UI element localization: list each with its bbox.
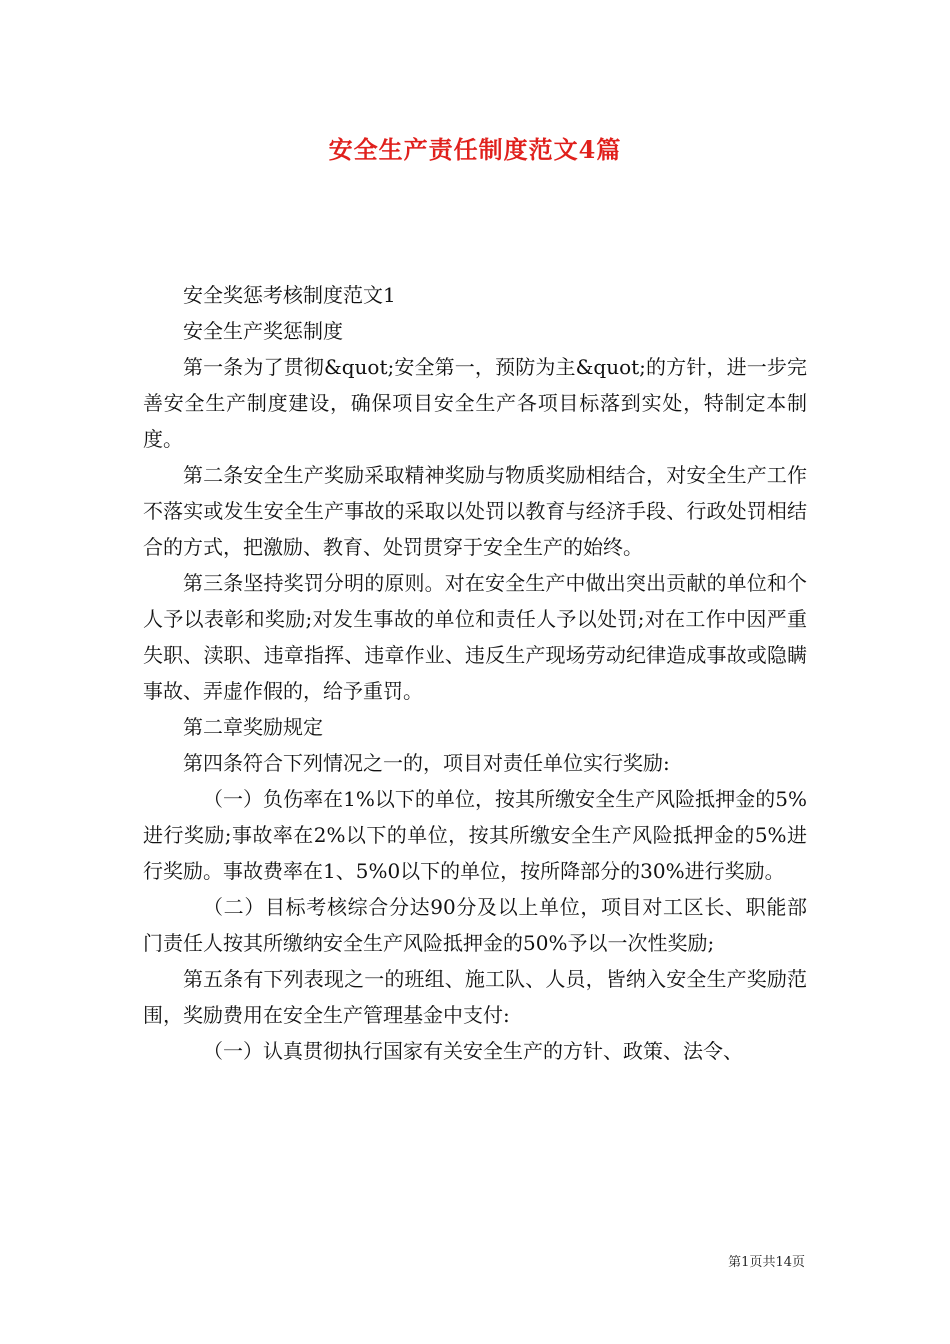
document-title: 安全生产责任制度范文4篇 <box>328 135 622 164</box>
paragraph-item-4-2: （二）目标考核综合分达90分及以上单位，项目对工区长、职能部门责任人按其所缴纳安全生产风险抵押金的50%予以一次性奖励; <box>143 895 807 955</box>
paragraph-item-5-1: （一）认真贯彻执行国家有关安全生产的方针、政策、法令、 <box>203 1039 743 1063</box>
paragraph-item-4-1: （一）负伤率在1%以下的单位，按其所缴安全生产风险抵押金的5%进行奖励;事故率在2%以下的单位，按其所缴安全生产风险抵押金的5%进行奖励。事故费率在1、5%0以下的单位，按所降部分的30%进行奖励。 <box>143 787 807 883</box>
paragraph-article-4: 第四条符合下列情况之一的，项目对责任单位实行奖励: <box>183 751 670 775</box>
paragraph-article-3: 第三条坚持奖罚分明的原则。对在安全生产中做出突出贡献的单位和个人予以表彰和奖励;对发生事故的单位和责任人予以处罚;对在工作中因严重失职、渎职、违章指挥、违章作业、违反生产现场劳动纪律造成事故或隐瞒事故、弄虚作假的，给予重罚。 <box>143 571 807 703</box>
paragraph-subheading: 安全生产奖惩制度 <box>183 319 343 343</box>
document-body <box>143 277 807 1069</box>
paragraph-article-5: 第五条有下列表现之一的班组、施工队、人员，皆纳入安全生产奖励范围，奖励费用在安全生产管理基金中支付: <box>143 967 807 1027</box>
paragraph-article-2: 第二条安全生产奖励采取精神奖励与物质奖励相结合，对安全生产工作不落实或发生安全生产事故的采取以处罚以教育与经济手段、行政处罚相结合的方式，把激励、教育、处罚贯穿于安全生产的始终。 <box>143 463 807 559</box>
paragraph-article-1: 第一条为了贯彻&quot;安全第一，预防为主&quot;的方针，进一步完善安全生产制度建设，确保项目安全生产各项目标落到实处，特制定本制度。 <box>143 355 807 451</box>
paragraph-chapter-heading: 第二章奖励规定 <box>183 715 323 739</box>
paragraph-section-heading: 安全奖惩考核制度范文1 <box>183 283 396 307</box>
page-number: 第1页共14页 <box>728 1255 805 1270</box>
